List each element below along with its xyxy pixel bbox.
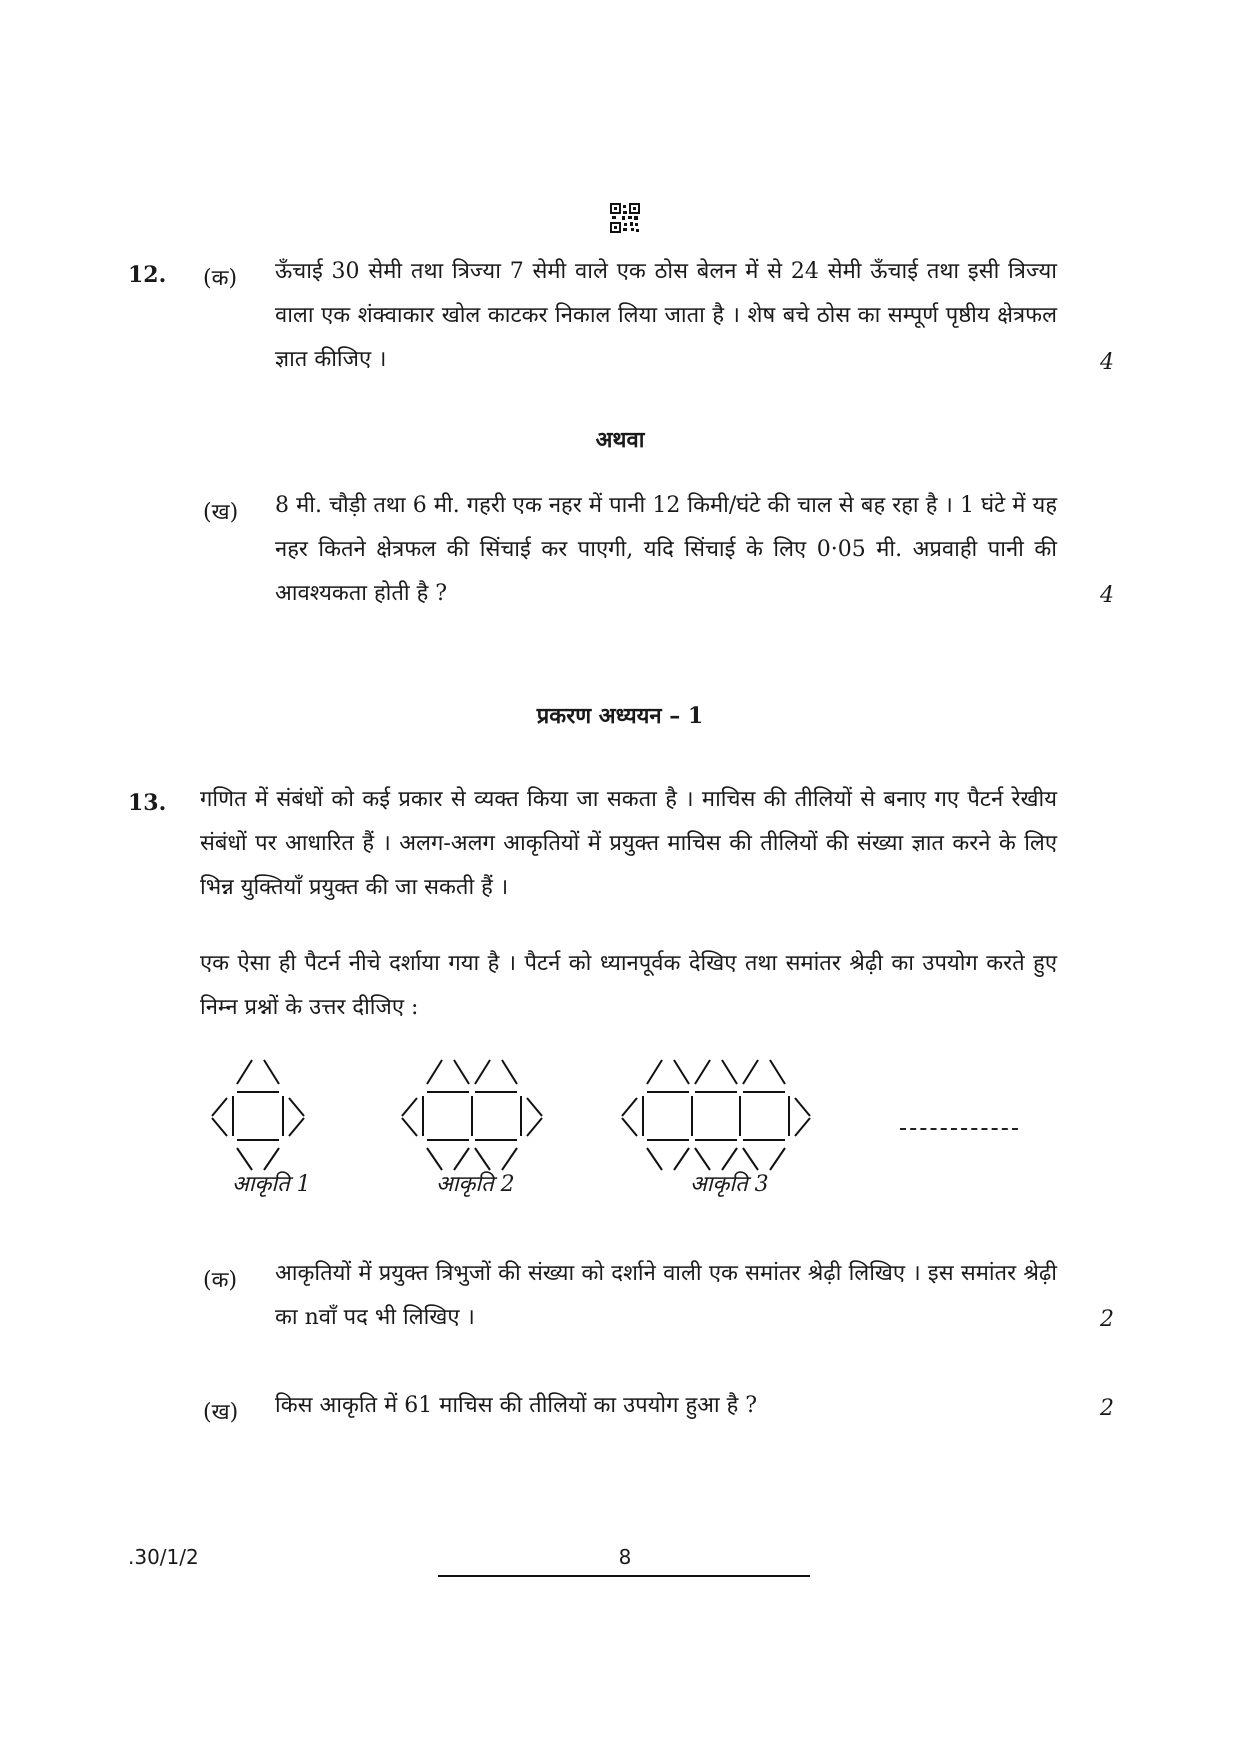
q12-part-b-text: 8 मी. चौड़ी तथा 6 मी. गहरी एक नहर में पानी 12 किमी/घंटे की चाल से बह रहा है । 1 घंटे में यह नहर कितने क्षेत्रफल की सिंचाई कर पाएगी, यदि सिंचाई के लिए 0·05 मी. अप्रवाही पानी की आवश्यकता होती है ? xyxy=(275,493,1057,606)
figure-3-caption: आकृति 3 xyxy=(690,1172,769,1197)
q12-part-b-marks: 4 xyxy=(1100,583,1114,608)
qr-code-icon xyxy=(610,203,640,233)
q13-part-a-label: (क) xyxy=(203,1268,238,1293)
paper-code: .30/1/2 xyxy=(128,1545,199,1569)
question-number-13: 13. xyxy=(128,790,167,816)
q12-part-a-label: (क) xyxy=(203,266,238,291)
matchstick-pattern xyxy=(200,1040,1020,1184)
footer-rule xyxy=(438,1575,810,1577)
q12-part-a-marks: 4 xyxy=(1100,350,1114,375)
or-heading: अथवा xyxy=(595,427,645,453)
figure-2-caption: आकृति 2 xyxy=(436,1172,515,1197)
question-number-12: 12. xyxy=(128,262,167,288)
q13-intro-paragraph-1: गणित में संबंधों को कई प्रकार से व्यक्त किया जा सकता है । माचिस की तीलियों से बनाए गए पैटर्न रेखीय संबंधों पर आधारित हैं । अलग-अलग आकृतियों में प्रयुक्त माचिस की तीलियों की संख्या ज्ञात करने के लिए भिन्न युक्तियाँ प्रयुक्त की जा सकती हैं । xyxy=(200,787,1057,900)
figure-3-drawing xyxy=(622,1060,810,1170)
figure-1-drawing xyxy=(212,1060,304,1170)
page-number: 8 xyxy=(618,1545,632,1569)
case-study-heading: प्रकरण अध्ययन – 1 xyxy=(536,703,704,729)
q13-part-a-marks: 2 xyxy=(1100,1307,1114,1332)
q13-part-b-marks: 2 xyxy=(1100,1396,1114,1421)
q12-part-a-text: ऊँचाई 30 सेमी तथा त्रिज्या 7 सेमी वाले एक ठोस बेलन में से 24 सेमी ऊँचाई तथा इसी त्रिज्या वाला एक शंक्वाकार खोल काटकर निकाल लिया जाता है । शेष बचे ठोस का सम्पूर्ण पृष्ठीय क्षेत्रफल ज्ञात कीजिए । xyxy=(275,259,1057,372)
q13-intro-paragraph-2: एक ऐसा ही पैटर्न नीचे दर्शाया गया है । पैटर्न को ध्यानपूर्वक देखिए तथा समांतर श्रेढ़ी का उपयोग करते हुए निम्न प्रश्नों के उत्तर दीजिए : xyxy=(200,951,1057,1020)
q13-part-b-label: (ख) xyxy=(203,1400,239,1425)
figure-2-drawing xyxy=(402,1060,542,1170)
q13-part-b-text: किस आकृति में 61 माचिस की तीलियों का उपयोग हुआ है ? xyxy=(275,1393,758,1418)
q13-part-a-text: आकृतियों में प्रयुक्त त्रिभुजों की संख्या को दर्शाने वाली एक समांतर श्रेढ़ी लिखिए । इस समांतर श्रेढ़ी का nवाँ पद भी लिखिए । xyxy=(275,1261,1057,1330)
pattern-continuation-dashes xyxy=(900,1128,1018,1130)
pattern-figures-svg xyxy=(200,1040,1020,1180)
figure-1-caption: आकृति 1 xyxy=(232,1172,311,1197)
q12-part-b-label: (ख) xyxy=(203,500,239,525)
